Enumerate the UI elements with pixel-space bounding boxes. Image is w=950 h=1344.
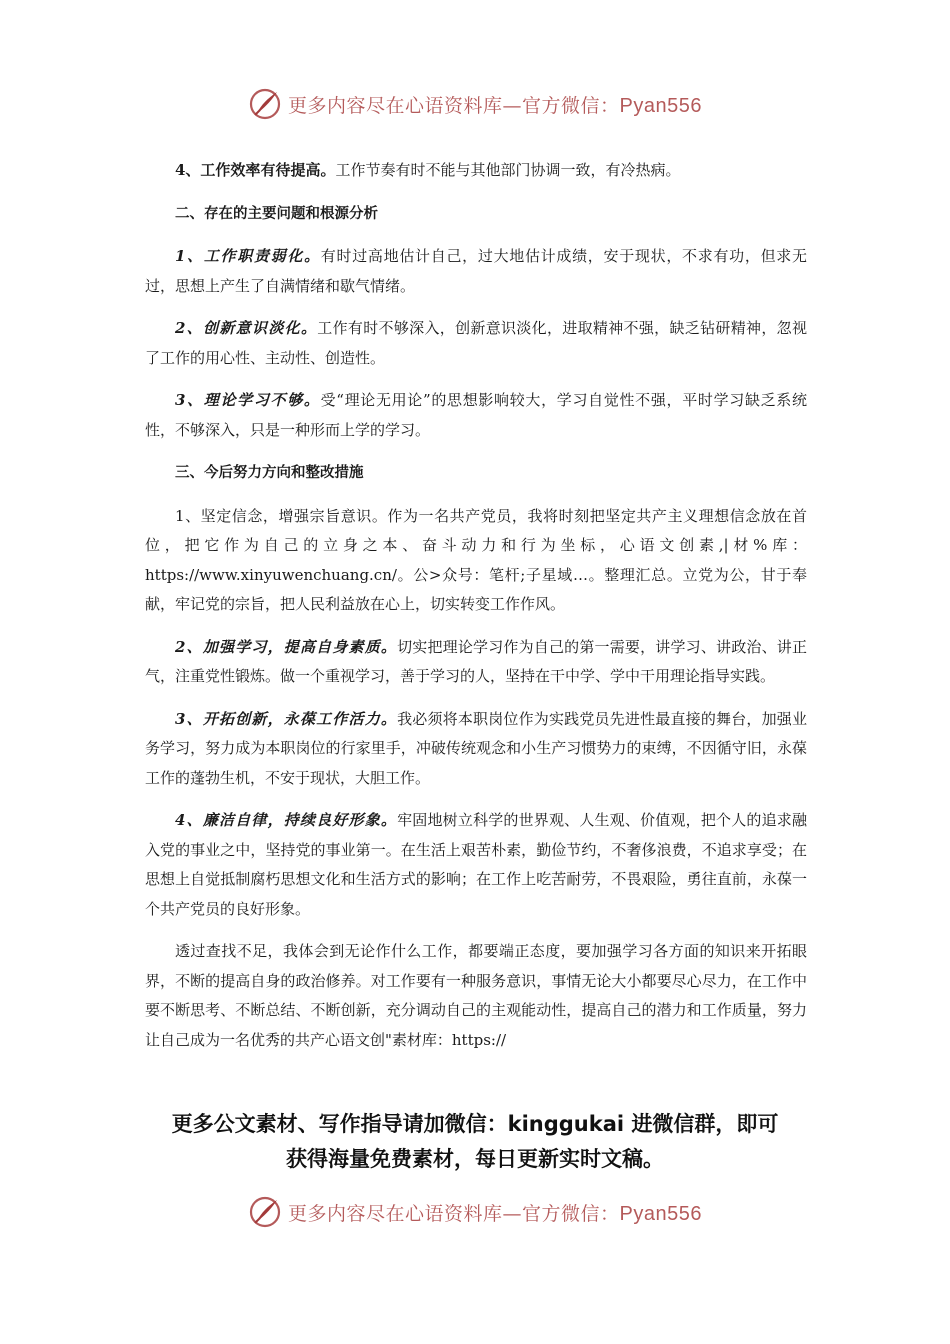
footer-banner (0, 1192, 950, 1232)
paragraph-text: 透过查找不足，我体会到无论作什么工作，都要端正态度，要加强学习各方面的知识来开拓眼界，不断的提高自身的政治修养。对工作要有一种服务意识，事情无论大小都要尽心尽力，在工作中要不断思考、不断总结、不断创新，充分调动自己的主观能动性，提高自己的潜力和工作质量，努力让自己成为一名优秀的共产心语文创"素材库：https:// (145, 942, 807, 1049)
quill-logo-icon (248, 1195, 282, 1229)
paragraph-lead: 4、廉洁自律，持续良好形象。 (175, 811, 398, 829)
paragraph-lead: 4、工作效率有待提高。 (175, 161, 336, 179)
paragraph (145, 806, 807, 924)
paragraph-lead: 2、加强学习，提高自身素质。 (175, 637, 398, 656)
paragraph-text: 受“理论无用论”的思想影响较大，学习自觉性不强，平时学习缺乏系统性，不够深入，只是一种形而上学的学习。 (145, 391, 807, 439)
paragraph-text: 1、坚定信念，增强宗旨意识。作为一名共产党员，我将时刻把坚定共产主义理想信念放在首位，把它作为自己的立身之本、奋斗动力和行为坐标，心语文创素,|材%库：https://www.xinyuwenchuang.cn/。公>众号：笔杆;子星域…。整理汇总。立党为公，甘于奉献，牢记党的宗旨，把人民利益放在心上，切实转变工作作风。 (145, 506, 807, 613)
heading-text: 二、存在的主要问题和根源分析 (175, 205, 378, 222)
document-body (145, 156, 807, 1068)
paragraph (145, 502, 807, 620)
paragraph-lead: 2、创新意识淡化。 (175, 319, 318, 337)
paragraph-lead: 1、工作职责弱化。 (175, 247, 321, 265)
paragraph-lead: 3、理论学习不够。 (175, 391, 321, 409)
header-banner (0, 84, 950, 124)
paragraph (145, 242, 807, 301)
banner-text: 更多内容尽在心语资料库—官方微信：Pyan556 (288, 1202, 702, 1225)
paragraph-text: 工作节奏有时不能与其他部门协调一致，有冷热病。 (335, 161, 681, 179)
paragraph (145, 633, 807, 692)
paragraph-text: 有时过高地估计自己，过大地估计成绩，安于现状，不求有功，但求无过，思想上产生了自满情绪和歇气情绪。 (145, 247, 807, 295)
paragraph (145, 156, 807, 186)
paragraph-text: 牢固地树立科学的世界观、人生观、价值观，把个人的追求融入党的事业之中，坚持党的事业第一。在生活上艰苦朴素，勤俭节约，不奢侈浪费，不追求享受；在思想上自觉抵制腐朽思想文化和生活方式的影响；在工作上吃苦耐劳，不畏艰险，勇往直前，永葆一个共产党员的良好形象。 (145, 811, 807, 918)
paragraph (145, 705, 807, 794)
paragraph-text: 工作有时不够深入，创新意识淡化，进取精神不强，缺乏钻研精神，忽视了工作的用心性、主动性、创造性。 (145, 319, 807, 367)
heading-text: 三、今后努力方向和整改措施 (175, 465, 364, 481)
promo-text (0, 1107, 950, 1177)
section-heading (145, 458, 807, 489)
paragraph (145, 314, 807, 373)
promo-line-2: 获得海量免费素材，每日更新实时文稿。 (286, 1147, 664, 1171)
paragraph-text: 切实把理论学习作为自己的第一需要，讲学习、讲政治、讲正气，注重党性锻炼。做一个重视学习，善于学习的人，坚持在干中学、学中干用理论指导实践。 (145, 637, 807, 685)
banner-text: 更多内容尽在心语资料库—官方微信：Pyan556 (288, 94, 702, 117)
paragraph (145, 386, 807, 445)
promo-line-1: 更多公文素材、写作指导请加微信：kinggukai 进微信群，即可 (171, 1112, 779, 1136)
paragraph-text: 我必须将本职岗位作为实践党员先进性最直接的舞台，加强业务学习，努力成为本职岗位的行家里手，冲破传统观念和小生产习惯势力的束缚，不因循守旧，永葆工作的蓬勃生机，不安于现状，大胆工作。 (145, 709, 807, 787)
paragraph (145, 937, 807, 1055)
section-heading (145, 199, 807, 230)
paragraph-lead: 3、开拓创新，永葆工作活力。 (175, 709, 398, 728)
quill-logo-icon (248, 87, 282, 121)
